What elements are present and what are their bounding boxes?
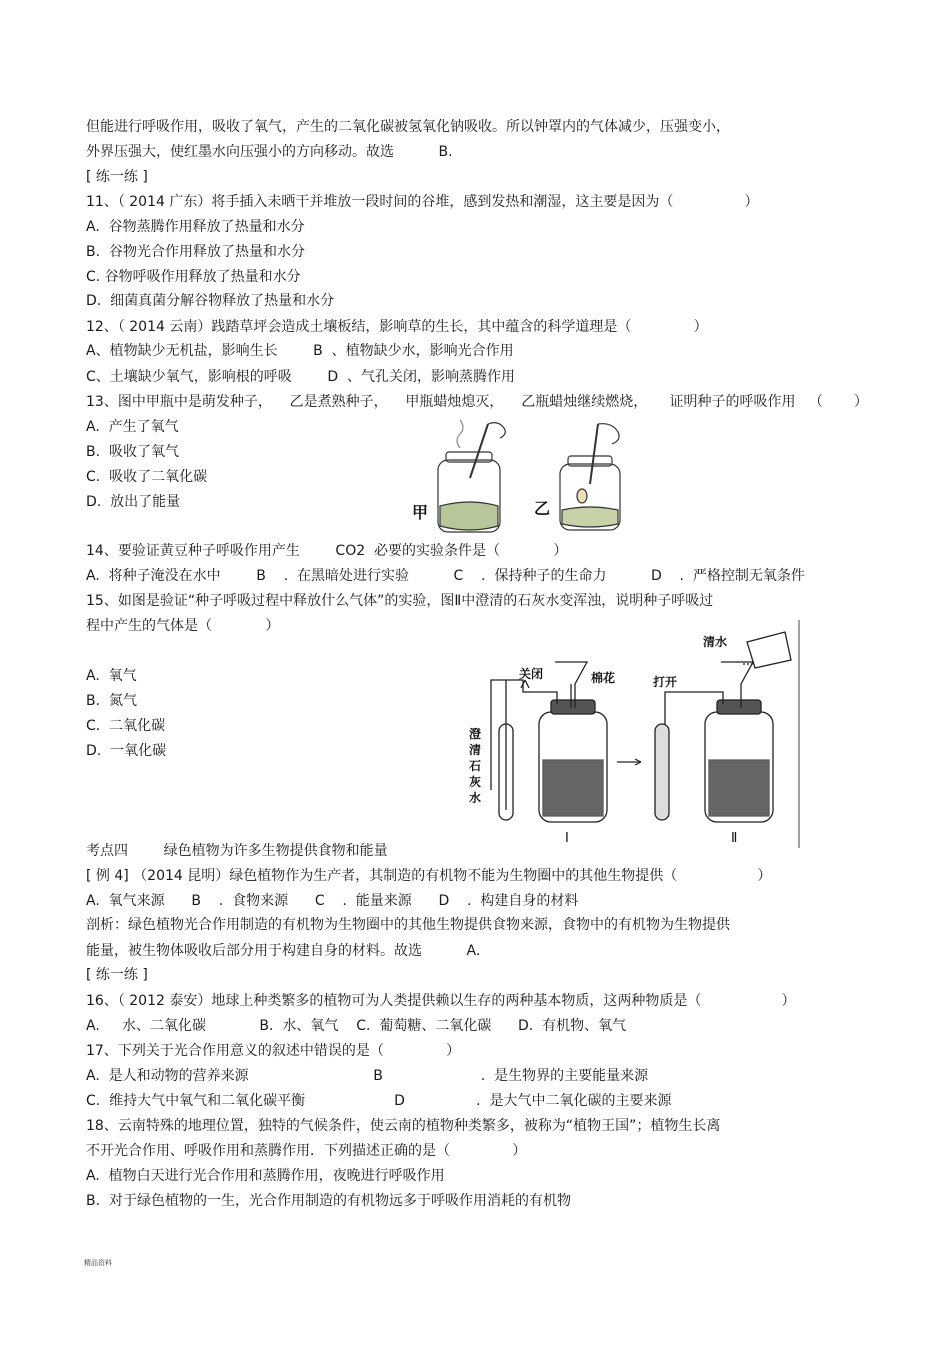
- text-line: A. 产生了氧气: [86, 419, 179, 435]
- text-line: A. 将种子淹没在水中 B . 在黑暗处进行实验 C . 保持种子的生命力 D . 严格控制无氧条件: [86, 568, 805, 584]
- label-dakai: 打开: [653, 675, 678, 689]
- text-line: 剖析：绿色植物光合作用制造的有机物为生物圈中的其他生物提供食物来源，食物中的有机物为生物提供: [86, 917, 730, 933]
- jar-yi: [560, 424, 620, 530]
- text-line: 考点四 绿色植物为许多生物提供食物和能量: [86, 843, 388, 859]
- text-line: C. 二氧化碳: [86, 718, 166, 734]
- text-line: B. 谷物光合作用释放了热量和水分: [86, 244, 305, 260]
- text-line: C. 吸收了二氧化碳: [86, 469, 208, 485]
- text-line: 不开光合作用、呼吸作用和蒸腾作用．下列描述正确的是（ ）: [86, 1143, 527, 1159]
- label-I: Ⅰ: [565, 831, 569, 846]
- text-line: [ 练一练 ]: [86, 967, 148, 983]
- label-yi: 乙: [534, 499, 551, 518]
- label-guanbi: 关闭: [519, 667, 544, 681]
- text-line: 但能进行呼吸作用，吸收了氧气，产生的二氧化碳被氢氧化钠吸收。所以钟罩内的气体减少，压强变小，: [86, 119, 730, 135]
- text-line: 16、（ 2012 泰安）地球上种类繁多的植物可为人类提供赖以生存的两种基本物质，这两种物质是（ ）: [86, 993, 796, 1009]
- text-line: 外界压强大，使红墨水向压强小的方向移动。故选 B.: [86, 144, 453, 160]
- text-line: A. 谷物蒸腾作用释放了热量和水分: [86, 219, 305, 235]
- text-line: A. 水、二氧化碳 B. 水、氧气 C. 葡萄糖、二氧化碳 D. 有机物、氧气: [86, 1018, 627, 1034]
- text-line: 程中产生的气体是（ ）: [86, 618, 280, 634]
- text-line: 12、（ 2014 云南）践踏草坪会造成土壤板结，影响草的生长，其中蕴含的科学道理是（ ）: [86, 319, 708, 335]
- text-line: C. 谷物呼吸作用释放了热量和水分: [86, 269, 301, 285]
- page-footer: 精品资料: [84, 1259, 112, 1267]
- text-line: [ 例 4] （2014 昆明）绿色植物作为生产者，其制造的有机物不能为生物圈中的其他生物提供（ ）: [86, 868, 772, 884]
- figure-gas-experiment: [465, 620, 805, 850]
- text-line: D. 细菌真菌分解谷物释放了热量和水分: [86, 293, 335, 309]
- figure-seed-jars: [410, 418, 650, 538]
- label-limewater: [469, 726, 481, 805]
- svg-text:水: 水: [469, 791, 482, 805]
- setup-one: [491, 662, 607, 822]
- text-line: A. 是人和动物的营养来源 B . 是生物界的主要能量来源: [86, 1068, 649, 1084]
- jar-jia: [438, 420, 505, 532]
- svg-text:澄: 澄: [469, 727, 482, 741]
- text-line: 18、云南特殊的地理位置，独特的气候条件，使云南的植物种类繁多，被称为“植物王国”；植物生长离: [86, 1118, 721, 1134]
- label-mianhua: 棉花: [591, 671, 616, 685]
- text-line: C. 维持大气中氧气和二氧化碳平衡 D . 是大气中二氧化碳的主要来源: [86, 1093, 672, 1109]
- text-line: C、土壤缺少氧气，影响根的呼吸 D 、气孔关闭，影响蒸腾作用: [86, 369, 516, 385]
- text-line: A. 氧气来源 B . 食物来源 C . 能量来源 D . 构建自身的材料: [86, 893, 579, 909]
- text-line: A、植物缺少无机盐，影响生长 B 、植物缺少水，影响光合作用: [86, 343, 514, 359]
- label-II: Ⅱ: [731, 831, 738, 846]
- text-line: 11、（ 2014 广东）将手插入未晒干并堆放一段时间的谷堆，感到发热和潮湿，这主要是因为（ ）: [86, 194, 759, 210]
- text-line: [ 练一练 ]: [86, 169, 148, 185]
- text-line: B. 吸收了氧气: [86, 444, 179, 460]
- text-line: 17、下列关于光合作用意义的叙述中错误的是（ ）: [86, 1043, 461, 1059]
- label-jia: 甲: [412, 503, 429, 522]
- setup-two: [655, 632, 791, 822]
- label-qingshui: 清水: [703, 635, 728, 649]
- text-line: 15、如图是验证“种子呼吸过程中释放什么气体”的实验，图Ⅱ中澄清的石灰水变浑浊，说明种子呼吸过: [86, 593, 714, 609]
- text-line: 13、图中甲瓶中是萌发种子， 乙是煮熟种子， 甲瓶蜡烛熄灭， 乙瓶蜡烛继续燃烧， 证明种子的呼吸作用 （ ）: [86, 394, 868, 410]
- text-line: 能量，被生物体吸收后部分用于构建自身的材料。故选 A.: [86, 943, 481, 959]
- svg-text:清: 清: [469, 743, 482, 757]
- svg-text:石: 石: [469, 759, 482, 773]
- text-line: D. 一氧化碳: [86, 743, 167, 759]
- text-line: D. 放出了能量: [86, 494, 181, 510]
- arrow-icon: [617, 759, 641, 765]
- text-line: 14、要验证黄豆种子呼吸作用产生 CO2 必要的实验条件是（ ）: [86, 543, 568, 559]
- text-line: B. 氮气: [86, 693, 137, 709]
- text-line: B. 对于绿色植物的一生，光合作用制造的有机物远多于呼吸作用消耗的有机物: [86, 1193, 571, 1209]
- text-line: A. 氧气: [86, 668, 137, 684]
- text-line: A. 植物白天进行光合作用和蒸腾作用，夜晚进行呼吸作用: [86, 1168, 445, 1184]
- svg-text:灰: 灰: [469, 775, 482, 789]
